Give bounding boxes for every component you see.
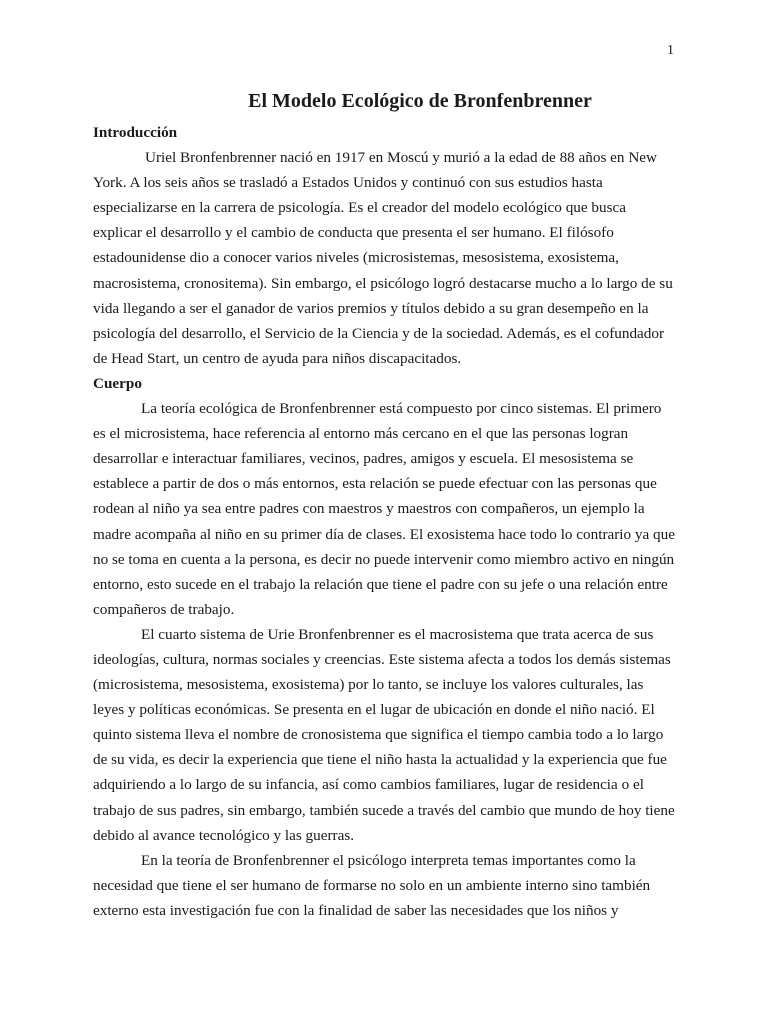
section-heading-introduccion: Introducción xyxy=(93,124,178,141)
paragraph-cuerpo-1: La teoría ecológica de Bronfenbrenner está compuesto por cinco sistemas. El primero es el microsistema, hace referencia al entorno más cercano en el que las personas logran desarrollar e interactuar familiares, vecinos, padres, amigos y escuela. El mesosistema se establece a partir de dos o más entornos, esta relación se puede efectuar con las personas que rodean al niño ya sea entre padres con maestros y maestros con compañeros, un ejemplo la madre acompaña al niño en su primer día de clases. El exosistema hace todo lo contrario ya que no se toma en cuenta a la persona, es decir no puede intervenir como miembro activo en ningún entorno, esto sucede en el trabajo la relación que tiene el padre con su jefe o una relación entre compañeros de trabajo. xyxy=(93,400,675,618)
document-body xyxy=(93,120,675,923)
paragraph-introduccion: Uriel Bronfenbrenner nació en 1917 en Moscú y murió a la edad de 88 años en New York. A los seis años se trasladó a Estados Unidos y continuó con sus estudios hasta especializarse en la carrera de psicología. Es el creador del modelo ecológico que busca explicar el desarrollo y el cambio de conducta que presenta el ser humano. El filósofo estadounidense dio a conocer varios niveles (microsistemas, mesosistema, exosistema, macrosistema, cronositema). Sin embargo, el psicólogo logró destacarse mucho a lo largo de su vida llegando a ser el ganador de varios premios y títulos debido a su gran desempeño en la psicología del desarrollo, el Servicio de la Ciencia y de la sociedad. Además, es el cofundador de Head Start, un centro de ayuda para niños discapacitados. xyxy=(93,149,673,367)
paragraph-cuerpo-2: El cuarto sistema de Urie Bronfenbrenner es el macrosistema que trata acerca de sus ideologías, cultura, normas sociales y creencias. Este sistema afecta a todos los demás sistemas (microsistema, mesosistema, exosistema) por lo tanto, se incluye los valores culturales, las leyes y políticas económicas. Se presenta en el lugar de ubicación en donde el niño nació. El quinto sistema lleva el nombre de cronosistema que significa el tiempo cambia todo a lo largo de su vida, es decir la experiencia que tiene el niño hasta la actualidad y la experiencia que fue adquiriendo a lo largo de su infancia, así como cambios familiares, lugar de residencia o el trabajo de sus padres, sin embargo, también sucede a través del cambio que mundo de hoy tiene debido al avance tecnológico y las guerras. xyxy=(93,625,675,844)
page-number: 1 xyxy=(667,43,674,58)
document-title: El Modelo Ecológico de Bronfenbrenner xyxy=(248,90,592,112)
section-heading-cuerpo: Cuerpo xyxy=(93,374,142,392)
paragraph-cuerpo-3: En la teoría de Bronfenbrenner el psicólogo interpreta temas importantes como la necesidad que tiene el ser humano de formarse no solo en un ambiente interno sino también externo esta investigación fue con la finalidad de saber las necesidades que los niños y xyxy=(93,851,651,919)
